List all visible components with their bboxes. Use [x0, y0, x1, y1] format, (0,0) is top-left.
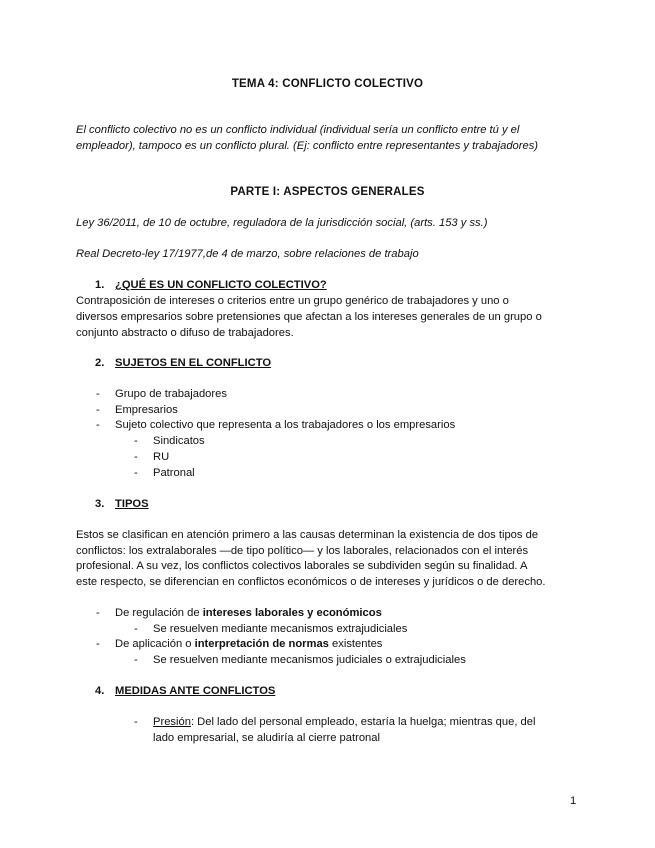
- paragraph-line: conjunto abstracto o difuso de trabajadores.: [76, 327, 294, 339]
- bullet-dash: -: [134, 467, 138, 479]
- bullet-dash: -: [96, 388, 100, 400]
- paragraph-line: Estos se clasifican en atención primero a las causas determinan la existencia de dos tipos de: [76, 529, 539, 541]
- section-heading: SUJETOS EN EL CONFLICTO: [115, 357, 272, 369]
- section-number: 1.: [95, 279, 105, 291]
- paragraph-line: este respecto, se diferencian en conflictos económicos o de intereses y jurídicos o de derecho.: [76, 576, 546, 588]
- bullet-dash: -: [134, 623, 138, 635]
- intro-line-2: empleador), tampoco es un conflicto plural. (Ej: conflicto entre representantes y trabajadores): [76, 140, 539, 152]
- bullet-dash: -: [134, 451, 138, 463]
- law-reference: Real Decreto-ley 17/1977,de 4 de marzo, sobre relaciones de trabajo: [76, 248, 419, 260]
- type-item: De aplicación o interpretación de normas existentes: [115, 638, 383, 650]
- paragraph-line: Contraposición de intereses o criterios entre un grupo genérico de trabajadores y uno o: [76, 295, 509, 307]
- section-heading: ¿QUÉ ES UN CONFLICTO COLECTIVO?: [115, 279, 327, 291]
- part-title: PARTE I: ASPECTOS GENERALES: [230, 186, 425, 198]
- bullet-dash: -: [96, 638, 100, 650]
- list-item: Empresarios: [115, 404, 178, 416]
- section-heading: TIPOS: [115, 498, 149, 510]
- section-number: 3.: [95, 498, 105, 510]
- document-title: TEMA 4: CONFLICTO COLECTIVO: [231, 78, 424, 90]
- bullet-dash: -: [134, 716, 138, 728]
- sub-list-item: RU: [153, 451, 170, 463]
- bullet-dash: -: [134, 654, 138, 666]
- bullet-dash: -: [96, 404, 100, 416]
- law-reference: Ley 36/2011, de 10 de octubre, reguladora de la jurisdicción social, (arts. 153 y ss.): [76, 217, 488, 229]
- bullet-dash: -: [96, 607, 100, 619]
- bullet-dash: -: [96, 419, 100, 431]
- sub-list-item: Sindicatos: [153, 435, 205, 447]
- measure-item: Presión: Del lado del personal empleado, estaría la huelga; mientras que, del: [153, 716, 536, 728]
- paragraph-line: diversos empresarios sobre pretensiones que afectan a los intereses generales de un grupo o: [76, 311, 542, 323]
- bullet-dash: -: [134, 435, 138, 447]
- section-number: 4.: [95, 685, 105, 697]
- paragraph-line: profesional. A su vez, los conflictos colectivos laborales se subdividen según su finalidad. A: [76, 560, 528, 572]
- measure-item-continued: lado empresarial, se aludiría al cierre patronal: [153, 732, 380, 744]
- sub-list-item: Se resuelven mediante mecanismos judiciales o extrajudiciales: [153, 654, 466, 666]
- list-item: Grupo de trabajadores: [115, 388, 227, 400]
- sub-list-item: Patronal: [153, 467, 195, 479]
- sub-list-item: Se resuelven mediante mecanismos extrajudiciales: [153, 623, 408, 635]
- paragraph-line: conflictos: los extralaborales —de tipo político— y los laborales, relacionados con el interés: [76, 545, 529, 557]
- page-number: 1: [570, 795, 577, 807]
- type-item: De regulación de intereses laborales y económicos: [115, 607, 382, 619]
- section-heading: MEDIDAS ANTE CONFLICTOS: [115, 685, 276, 697]
- section-number: 2.: [95, 357, 105, 369]
- intro-line-1: El conflicto colectivo no es un conflicto individual (individual sería un conflicto entre tú y el: [76, 124, 520, 136]
- list-item: Sujeto colectivo que representa a los trabajadores o los empresarios: [115, 419, 456, 431]
